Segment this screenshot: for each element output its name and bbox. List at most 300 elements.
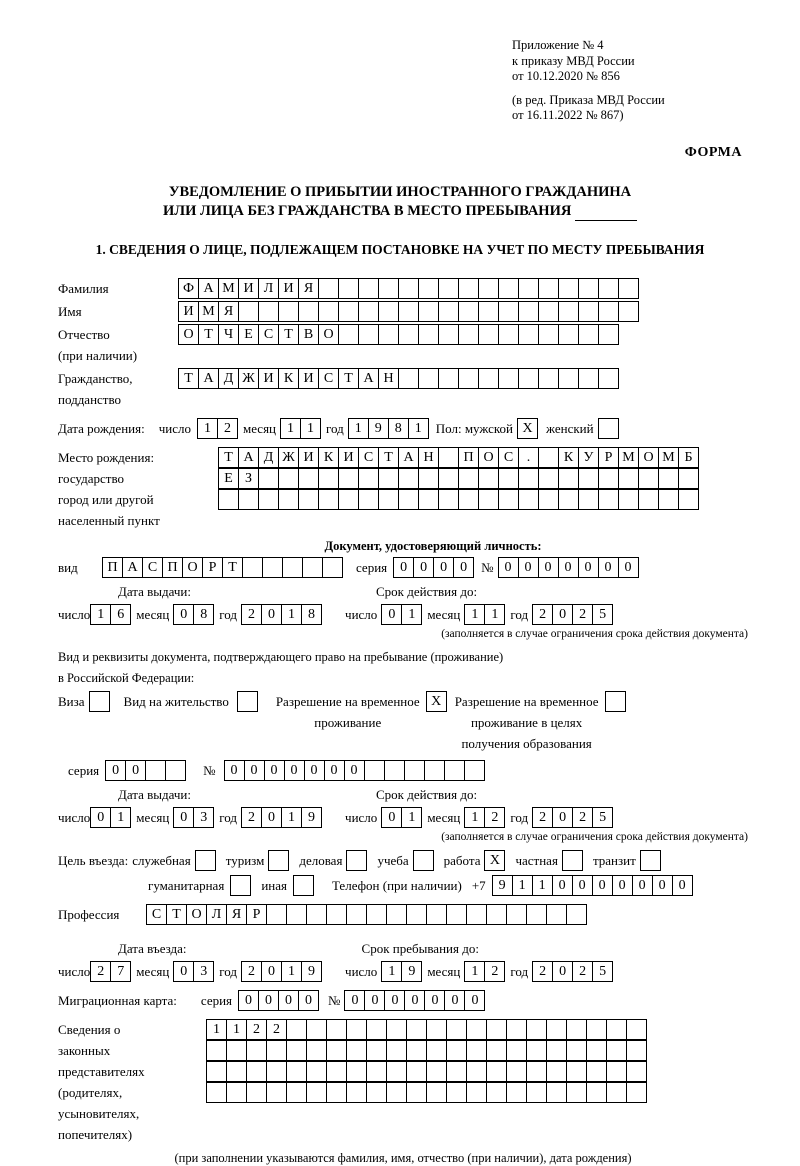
cell[interactable]: 2 — [217, 418, 238, 439]
cell[interactable] — [546, 1040, 567, 1061]
identity-issue-month-input[interactable] — [173, 604, 213, 625]
cell[interactable] — [306, 1082, 327, 1103]
cell[interactable] — [326, 1019, 347, 1040]
cell[interactable] — [286, 1019, 307, 1040]
cell[interactable]: 8 — [301, 604, 322, 625]
cell[interactable] — [326, 1061, 347, 1082]
cell[interactable]: 0 — [344, 760, 365, 781]
cell[interactable]: 0 — [618, 557, 639, 578]
purpose-option-checkbox[interactable] — [640, 850, 661, 871]
surname-input[interactable] — [178, 278, 638, 299]
cell[interactable] — [598, 368, 619, 389]
cell[interactable]: К — [558, 447, 579, 468]
cell[interactable] — [346, 1082, 367, 1103]
cell[interactable] — [418, 324, 439, 345]
cell[interactable] — [458, 468, 479, 489]
cell[interactable] — [438, 489, 459, 510]
cell[interactable]: 0 — [453, 557, 474, 578]
cell[interactable]: 1 — [300, 418, 321, 439]
cell[interactable] — [406, 1082, 427, 1103]
cell[interactable]: 0 — [258, 990, 279, 1011]
stay-valid-year-input[interactable] — [532, 807, 612, 828]
cell[interactable] — [466, 904, 487, 925]
cell[interactable] — [338, 468, 359, 489]
cell[interactable]: 1 — [532, 875, 553, 896]
cell[interactable] — [578, 324, 599, 345]
cell[interactable]: Р — [202, 557, 223, 578]
cell[interactable]: 9 — [301, 961, 322, 982]
cell[interactable]: Т — [166, 904, 187, 925]
cell[interactable] — [438, 324, 459, 345]
cell[interactable] — [386, 904, 407, 925]
cell[interactable] — [338, 301, 359, 322]
cell[interactable]: 1 — [401, 807, 422, 828]
cell[interactable]: 0 — [384, 990, 405, 1011]
cell[interactable]: 7 — [110, 961, 131, 982]
cell[interactable]: 2 — [484, 807, 505, 828]
sex-male-checkbox[interactable]: Х — [517, 418, 538, 439]
cell[interactable] — [578, 368, 599, 389]
cell[interactable] — [518, 468, 539, 489]
cell[interactable] — [378, 324, 399, 345]
cell[interactable] — [546, 1019, 567, 1040]
cell[interactable]: 5 — [592, 807, 613, 828]
cell[interactable]: И — [298, 368, 319, 389]
cell[interactable] — [398, 324, 419, 345]
cell[interactable]: 0 — [632, 875, 653, 896]
cell[interactable]: 0 — [344, 990, 365, 1011]
cell[interactable]: Я — [218, 301, 239, 322]
cell[interactable] — [165, 760, 186, 781]
cell[interactable]: 0 — [433, 557, 454, 578]
cell[interactable]: Т — [218, 447, 239, 468]
stay-issue-day-input[interactable] — [90, 807, 130, 828]
cell[interactable] — [426, 1019, 447, 1040]
cell[interactable] — [404, 760, 425, 781]
stay-doc-series-input[interactable] — [105, 760, 185, 781]
cell[interactable]: Б — [678, 447, 699, 468]
cell[interactable] — [358, 489, 379, 510]
cell[interactable] — [226, 1040, 247, 1061]
cell[interactable] — [478, 278, 499, 299]
cell[interactable] — [598, 489, 619, 510]
cell[interactable] — [658, 489, 679, 510]
cell[interactable]: Л — [258, 278, 279, 299]
cell[interactable] — [238, 301, 259, 322]
cell[interactable]: 6 — [110, 604, 131, 625]
cell[interactable] — [626, 1019, 647, 1040]
cell[interactable] — [586, 1061, 607, 1082]
cell[interactable]: 2 — [246, 1019, 267, 1040]
stay-until-day-input[interactable] — [381, 961, 421, 982]
cell[interactable]: Ч — [218, 324, 239, 345]
cell[interactable] — [426, 904, 447, 925]
cell[interactable] — [346, 904, 367, 925]
cell[interactable] — [226, 1061, 247, 1082]
cell[interactable] — [364, 760, 385, 781]
entry-day-input[interactable] — [90, 961, 130, 982]
cell[interactable] — [406, 904, 427, 925]
cell[interactable] — [558, 278, 579, 299]
birth-year-input[interactable] — [348, 418, 428, 439]
cell[interactable]: А — [198, 278, 219, 299]
cell[interactable] — [518, 489, 539, 510]
cell[interactable]: 0 — [558, 557, 579, 578]
cell[interactable]: 0 — [672, 875, 693, 896]
cell[interactable] — [378, 468, 399, 489]
cell[interactable] — [578, 301, 599, 322]
cell[interactable] — [406, 1019, 427, 1040]
cell[interactable]: А — [238, 447, 259, 468]
cell[interactable] — [498, 301, 519, 322]
cell[interactable] — [366, 904, 387, 925]
cell[interactable]: 0 — [264, 760, 285, 781]
cell[interactable]: К — [278, 368, 299, 389]
cell[interactable] — [586, 1082, 607, 1103]
cell[interactable] — [458, 368, 479, 389]
cell[interactable] — [398, 489, 419, 510]
cell[interactable] — [466, 1061, 487, 1082]
cell[interactable] — [446, 1040, 467, 1061]
cell[interactable] — [406, 1061, 427, 1082]
cell[interactable]: 0 — [598, 557, 619, 578]
cell[interactable]: 1 — [226, 1019, 247, 1040]
cell[interactable] — [566, 904, 587, 925]
entry-month-input[interactable] — [173, 961, 213, 982]
cell[interactable]: И — [238, 278, 259, 299]
residence-checkbox[interactable] — [237, 691, 258, 712]
cell[interactable] — [486, 904, 507, 925]
profession-input[interactable] — [146, 904, 586, 925]
cell[interactable]: 0 — [578, 557, 599, 578]
cell[interactable] — [426, 1082, 447, 1103]
cell[interactable] — [486, 1019, 507, 1040]
temp-residence-checkbox[interactable]: Х — [426, 691, 447, 712]
cell[interactable] — [558, 468, 579, 489]
cell[interactable] — [598, 278, 619, 299]
cell[interactable]: 1 — [381, 961, 402, 982]
cell[interactable] — [326, 1040, 347, 1061]
cell[interactable] — [306, 1019, 327, 1040]
cell[interactable] — [426, 1061, 447, 1082]
stay-valid-month-input[interactable] — [464, 807, 504, 828]
cell[interactable]: Я — [298, 278, 319, 299]
patronymic-input[interactable] — [178, 324, 618, 345]
cell[interactable] — [258, 301, 279, 322]
cell[interactable] — [458, 324, 479, 345]
cell[interactable]: Р — [598, 447, 619, 468]
cell[interactable] — [606, 1082, 627, 1103]
cell[interactable]: 1 — [484, 604, 505, 625]
cell[interactable] — [418, 278, 439, 299]
cell[interactable]: 0 — [261, 807, 282, 828]
cell[interactable] — [298, 301, 319, 322]
cell[interactable] — [386, 1019, 407, 1040]
cell[interactable]: Я — [226, 904, 247, 925]
cell[interactable] — [338, 489, 359, 510]
cell[interactable] — [538, 368, 559, 389]
cell[interactable]: 0 — [612, 875, 633, 896]
cell[interactable]: 1 — [512, 875, 533, 896]
cell[interactable] — [566, 1061, 587, 1082]
cell[interactable] — [226, 1082, 247, 1103]
cell[interactable] — [446, 1019, 467, 1040]
cell[interactable] — [366, 1061, 387, 1082]
cell[interactable] — [538, 489, 559, 510]
cell[interactable]: А — [358, 368, 379, 389]
cell[interactable] — [378, 301, 399, 322]
cell[interactable] — [578, 278, 599, 299]
cell[interactable] — [486, 1040, 507, 1061]
cell[interactable] — [366, 1082, 387, 1103]
cell[interactable]: М — [198, 301, 219, 322]
cell[interactable] — [566, 1082, 587, 1103]
cell[interactable]: 2 — [266, 1019, 287, 1040]
cell[interactable]: Т — [278, 324, 299, 345]
cell[interactable] — [286, 1082, 307, 1103]
cell[interactable] — [546, 1082, 567, 1103]
cell[interactable]: 5 — [592, 604, 613, 625]
cell[interactable]: 0 — [324, 760, 345, 781]
cell[interactable] — [466, 1082, 487, 1103]
cell[interactable] — [266, 904, 287, 925]
purpose-option-checkbox[interactable] — [268, 850, 289, 871]
cell[interactable]: А — [398, 447, 419, 468]
cell[interactable] — [478, 301, 499, 322]
cell[interactable] — [478, 324, 499, 345]
cell[interactable] — [478, 489, 499, 510]
phone-input[interactable] — [492, 875, 692, 896]
cell[interactable] — [426, 1040, 447, 1061]
cell[interactable] — [318, 278, 339, 299]
cell[interactable]: И — [258, 368, 279, 389]
identity-doc-type-input[interactable] — [102, 557, 342, 578]
purpose-option-checkbox[interactable] — [195, 850, 216, 871]
purpose-option-checkbox[interactable] — [413, 850, 434, 871]
cell[interactable] — [526, 904, 547, 925]
cell[interactable] — [458, 489, 479, 510]
cell[interactable] — [558, 368, 579, 389]
cell[interactable]: И — [278, 278, 299, 299]
cell[interactable]: З — [238, 468, 259, 489]
cell[interactable]: 0 — [572, 875, 593, 896]
cell[interactable] — [498, 278, 519, 299]
cell[interactable] — [278, 489, 299, 510]
identity-doc-number-input[interactable] — [498, 557, 638, 578]
cell[interactable] — [242, 557, 263, 578]
cell[interactable]: 1 — [281, 604, 302, 625]
cell[interactable] — [578, 489, 599, 510]
cell[interactable] — [326, 904, 347, 925]
identity-valid-month-input[interactable] — [464, 604, 504, 625]
cell[interactable] — [318, 489, 339, 510]
cell[interactable]: Е — [238, 324, 259, 345]
cell[interactable] — [466, 1040, 487, 1061]
cell[interactable] — [566, 1040, 587, 1061]
cell[interactable]: 2 — [484, 961, 505, 982]
cell[interactable] — [478, 468, 499, 489]
cell[interactable] — [578, 468, 599, 489]
cell[interactable] — [418, 301, 439, 322]
representatives-row-2[interactable] — [206, 1040, 646, 1061]
cell[interactable]: М — [618, 447, 639, 468]
cell[interactable] — [366, 1040, 387, 1061]
cell[interactable]: 0 — [552, 604, 573, 625]
cell[interactable] — [498, 489, 519, 510]
cell[interactable]: С — [142, 557, 163, 578]
migration-card-number-input[interactable] — [344, 990, 484, 1011]
cell[interactable] — [218, 489, 239, 510]
cell[interactable] — [358, 324, 379, 345]
cell[interactable] — [546, 904, 567, 925]
cell[interactable] — [418, 468, 439, 489]
cell[interactable] — [618, 278, 639, 299]
cell[interactable] — [526, 1061, 547, 1082]
identity-issue-day-input[interactable] — [90, 604, 130, 625]
cell[interactable]: 0 — [278, 990, 299, 1011]
cell[interactable] — [282, 557, 303, 578]
cell[interactable] — [626, 1061, 647, 1082]
identity-issue-year-input[interactable] — [241, 604, 321, 625]
cell[interactable]: С — [146, 904, 167, 925]
cell[interactable] — [338, 278, 359, 299]
cell[interactable]: Н — [378, 368, 399, 389]
cell[interactable] — [526, 1019, 547, 1040]
cell[interactable] — [406, 1040, 427, 1061]
cell[interactable] — [458, 301, 479, 322]
cell[interactable] — [246, 1082, 267, 1103]
cell[interactable] — [266, 1040, 287, 1061]
stay-doc-number-input[interactable] — [224, 760, 484, 781]
cell[interactable] — [398, 301, 419, 322]
purpose-option-checkbox[interactable] — [346, 850, 367, 871]
cell[interactable]: 0 — [298, 990, 319, 1011]
cell[interactable] — [424, 760, 445, 781]
cell[interactable] — [518, 278, 539, 299]
representatives-row-1[interactable] — [206, 1019, 646, 1040]
cell[interactable] — [498, 368, 519, 389]
cell[interactable]: С — [258, 324, 279, 345]
cell[interactable]: В — [298, 324, 319, 345]
cell[interactable] — [598, 301, 619, 322]
cell[interactable]: 1 — [408, 418, 429, 439]
birth-month-input[interactable] — [280, 418, 320, 439]
cell[interactable] — [386, 1040, 407, 1061]
stay-issue-month-input[interactable] — [173, 807, 213, 828]
cell[interactable] — [586, 1040, 607, 1061]
cell[interactable]: 0 — [173, 807, 194, 828]
cell[interactable]: 0 — [261, 604, 282, 625]
cell[interactable]: 1 — [90, 604, 111, 625]
cell[interactable] — [558, 301, 579, 322]
cell[interactable]: А — [122, 557, 143, 578]
cell[interactable]: 9 — [401, 961, 422, 982]
cell[interactable] — [366, 1019, 387, 1040]
cell[interactable]: 0 — [244, 760, 265, 781]
cell[interactable]: 0 — [498, 557, 519, 578]
cell[interactable] — [506, 904, 527, 925]
cell[interactable]: 3 — [193, 961, 214, 982]
cell[interactable] — [558, 324, 579, 345]
cell[interactable] — [398, 468, 419, 489]
cell[interactable]: 1 — [401, 604, 422, 625]
cell[interactable] — [298, 489, 319, 510]
cell[interactable] — [486, 1061, 507, 1082]
purpose-option-checkbox[interactable] — [293, 875, 314, 896]
cell[interactable] — [526, 1040, 547, 1061]
cell[interactable]: Ф — [178, 278, 199, 299]
cell[interactable] — [498, 468, 519, 489]
purpose-option-checkbox[interactable] — [230, 875, 251, 896]
cell[interactable] — [464, 760, 485, 781]
cell[interactable] — [506, 1061, 527, 1082]
cell[interactable]: 0 — [125, 760, 146, 781]
sex-female-checkbox[interactable] — [598, 418, 619, 439]
identity-valid-day-input[interactable] — [381, 604, 421, 625]
cell[interactable]: 0 — [444, 990, 465, 1011]
cell[interactable]: 0 — [538, 557, 559, 578]
cell[interactable] — [206, 1040, 227, 1061]
cell[interactable] — [358, 468, 379, 489]
cell[interactable]: 0 — [284, 760, 305, 781]
purpose-option-checkbox[interactable] — [562, 850, 583, 871]
cell[interactable] — [446, 1061, 467, 1082]
representatives-row-4[interactable] — [206, 1082, 646, 1103]
cell[interactable] — [618, 468, 639, 489]
cell[interactable] — [318, 301, 339, 322]
citizenship-input[interactable] — [178, 368, 618, 389]
cell[interactable]: О — [638, 447, 659, 468]
cell[interactable]: С — [498, 447, 519, 468]
cell[interactable] — [458, 278, 479, 299]
cell[interactable]: 8 — [193, 604, 214, 625]
cell[interactable]: 9 — [301, 807, 322, 828]
cell[interactable]: О — [318, 324, 339, 345]
migration-card-series-input[interactable] — [238, 990, 318, 1011]
cell[interactable]: К — [318, 447, 339, 468]
cell[interactable] — [384, 760, 405, 781]
cell[interactable] — [438, 301, 459, 322]
cell[interactable] — [606, 1040, 627, 1061]
birthplace-row-3[interactable] — [218, 489, 698, 510]
cell[interactable] — [538, 324, 559, 345]
cell[interactable] — [386, 1061, 407, 1082]
purpose-option-checkbox[interactable]: Х — [484, 850, 505, 871]
cell[interactable] — [678, 468, 699, 489]
cell[interactable]: 9 — [368, 418, 389, 439]
cell[interactable] — [322, 557, 343, 578]
cell[interactable]: 0 — [404, 990, 425, 1011]
cell[interactable]: Ж — [238, 368, 259, 389]
cell[interactable]: . — [518, 447, 539, 468]
cell[interactable] — [262, 557, 283, 578]
cell[interactable] — [498, 324, 519, 345]
cell[interactable] — [558, 489, 579, 510]
cell[interactable] — [306, 1061, 327, 1082]
birthplace-row-1[interactable] — [218, 447, 698, 468]
cell[interactable] — [306, 1040, 327, 1061]
cell[interactable] — [338, 324, 359, 345]
cell[interactable]: Е — [218, 468, 239, 489]
cell[interactable]: Т — [178, 368, 199, 389]
cell[interactable]: 0 — [381, 604, 402, 625]
cell[interactable]: П — [162, 557, 183, 578]
cell[interactable] — [326, 1082, 347, 1103]
cell[interactable] — [418, 368, 439, 389]
cell[interactable]: О — [182, 557, 203, 578]
birthplace-row-2[interactable] — [218, 468, 698, 489]
cell[interactable] — [286, 1061, 307, 1082]
